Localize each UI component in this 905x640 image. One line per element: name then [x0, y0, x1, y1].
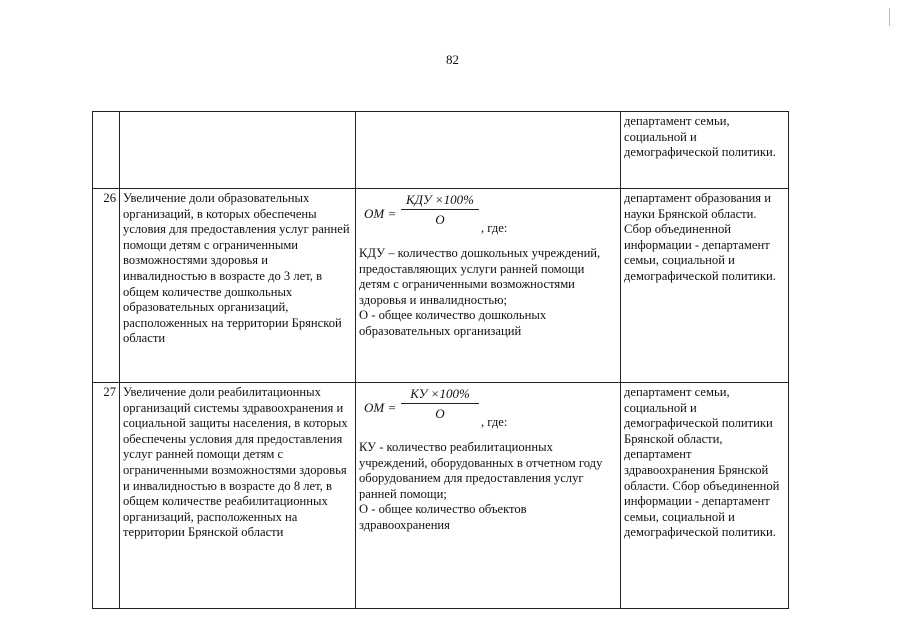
indicator-cell	[120, 112, 356, 189]
definition-text: О - общее количество дошкольных образовательных организаций	[359, 308, 547, 338]
definition-text: КДУ – количество дошкольных учреждений, предоставляющих услуги ранней помощи детям с ограниченными возможностями здоровья и инвалидностью;	[359, 246, 601, 307]
formula-lhs: ОМ =	[364, 206, 397, 221]
responsible-cell: департамент образования и науки Брянской области. Сбор объединенной информации - департамент семьи, социальной и демографической политики.	[621, 189, 789, 383]
table-row	[93, 383, 789, 609]
formula-where: , где:	[481, 221, 508, 235]
formula-denominator: О	[435, 211, 445, 227]
definition-text: КУ - количество реабилитационных учреждений, оборудованных в отчетном году оборудованием для предоставления услуг ранней помощи;	[359, 440, 603, 501]
formula-where: , где:	[481, 415, 508, 429]
row-number-cell	[93, 112, 120, 189]
definition-text: О - общее количество объектов здравоохранения	[359, 502, 527, 532]
responsible-cell: департамент семьи, социальной и демографической политики Брянской области, департамент здравоохранения Брянской области. Сбор объединенной информации - департамент семьи, социальной и демографической политики.	[621, 383, 789, 609]
formula	[359, 385, 617, 431]
row-number-cell: 27	[93, 383, 120, 609]
formula-fraction	[401, 386, 479, 421]
responsible-cell: департамент семьи, социальной и демографической политики.	[621, 112, 789, 189]
page-number: 82	[446, 52, 459, 67]
formula-numerator: КДУ ×100%	[401, 192, 479, 210]
formula-lhs: ОМ =	[364, 400, 397, 415]
indicator-cell: Увеличение доли реабилитационных организаций системы здравоохранения и социальной защиты населения, в которых обеспечены условия для предоставления услуг ранней помощи детям с ограниченными возможностями здоровья и инвалидностью в возрасте до 8 лет, в общем количестве реабилитационных организаций, расположенных на территории Брянской области	[120, 383, 356, 609]
scan-edge-mark	[889, 8, 890, 26]
method-cell	[356, 383, 621, 609]
formula-numerator: КУ ×100%	[401, 386, 479, 404]
table-row	[93, 112, 789, 189]
method-cell	[356, 189, 621, 383]
formula-fraction	[401, 192, 479, 227]
row-number-cell: 26	[93, 189, 120, 383]
table-row	[93, 189, 789, 383]
formula	[359, 191, 617, 237]
indicator-cell: Увеличение доли образовательных организаций, в которых обеспечены условия для предоставления услуг ранней помощи детям с ограниченными возможностями здоровья и инвалидностью в возрасте до 3 лет, в общем количестве дошкольных образовательных организаций, расположенных на территории Брянской области	[120, 189, 356, 383]
method-cell	[356, 112, 621, 189]
indicators-table	[92, 111, 789, 609]
formula-denominator: О	[435, 405, 445, 421]
